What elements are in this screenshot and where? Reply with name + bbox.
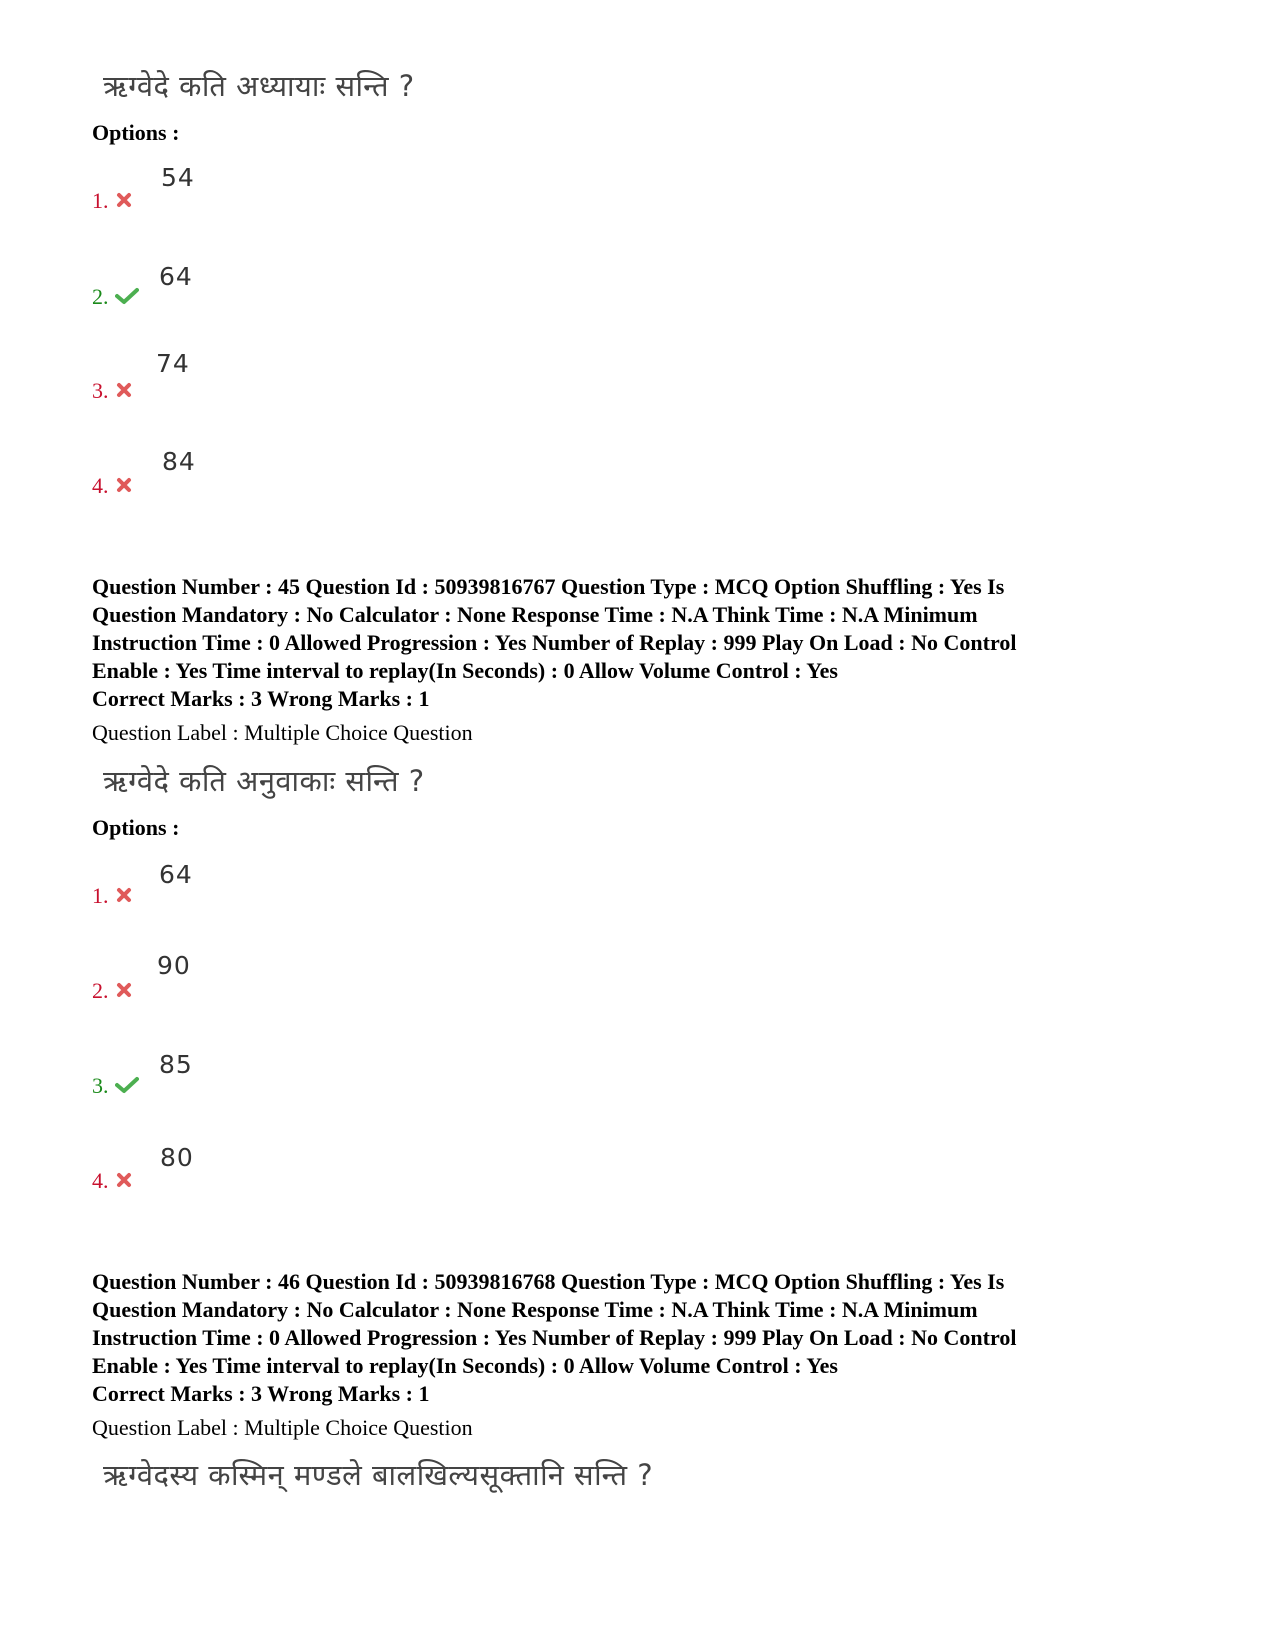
question-label: Question Label : Multiple Choice Question: [92, 720, 473, 745]
meta-line: Instruction Time : 0 Allowed Progression : Yes Number of Replay : 999 Play On Load : No Control: [92, 630, 1017, 655]
option-value: 90: [157, 951, 191, 980]
marks-line: Correct Marks : 3 Wrong Marks : 1: [92, 1381, 430, 1406]
marks-line: Correct Marks : 3 Wrong Marks : 1: [92, 686, 430, 711]
cross-icon: [115, 191, 133, 209]
option-number: 2.: [92, 284, 109, 309]
option-value: 54: [161, 163, 195, 192]
question-text: ऋग्वेदे कति अनुवाकाः सन्ति ?: [103, 764, 425, 798]
meta-line: Question Number : 46 Question Id : 50939816768 Question Type : MCQ Option Shuffling : Yes Is: [92, 1269, 1005, 1294]
option-value: 64: [159, 860, 193, 889]
option-3: [92, 1073, 139, 1099]
meta-line: Enable : Yes Time interval to replay(In Seconds) : 0 Allow Volume Control : Yes: [92, 1353, 838, 1378]
cross-icon: [115, 476, 133, 494]
meta-line: Enable : Yes Time interval to replay(In Seconds) : 0 Allow Volume Control : Yes: [92, 658, 838, 683]
option-4: [92, 1168, 133, 1194]
checkmark-icon: [115, 287, 139, 305]
option-3: [92, 378, 133, 404]
option-number: 1.: [92, 883, 109, 908]
option-number: 1.: [92, 188, 109, 213]
cross-icon: [115, 886, 133, 904]
options-heading: Options :: [92, 815, 180, 840]
cross-icon: [115, 1171, 133, 1189]
option-number: 4.: [92, 473, 109, 498]
option-number: 3.: [92, 378, 109, 403]
cross-icon: [115, 381, 133, 399]
question-text: ऋग्वेदस्य कस्मिन् मण्डले बालखिल्यसूक्तानि सन्ति ?: [103, 1458, 654, 1492]
option-1: [92, 883, 133, 909]
meta-line: Question Number : 45 Question Id : 50939816767 Question Type : MCQ Option Shuffling : Yes Is: [92, 574, 1005, 599]
option-2: [92, 978, 133, 1004]
meta-line: Question Mandatory : No Calculator : None Response Time : N.A Think Time : N.A Minimum: [92, 1297, 978, 1322]
meta-line: Question Mandatory : No Calculator : None Response Time : N.A Think Time : N.A Minimum: [92, 602, 978, 627]
option-value: 64: [159, 262, 193, 291]
option-value: 84: [162, 447, 196, 476]
question-meta: [92, 573, 1202, 685]
checkmark-icon: [115, 1076, 139, 1094]
question-meta: [92, 1268, 1202, 1380]
option-number: 2.: [92, 978, 109, 1003]
meta-line: Instruction Time : 0 Allowed Progression : Yes Number of Replay : 999 Play On Load : No Control: [92, 1325, 1017, 1350]
option-value: 80: [160, 1143, 194, 1172]
question-label: Question Label : Multiple Choice Question: [92, 1415, 473, 1440]
option-number: 4.: [92, 1168, 109, 1193]
option-2: [92, 284, 139, 310]
option-4: [92, 473, 133, 499]
option-number: 3.: [92, 1073, 109, 1098]
option-1: [92, 188, 133, 214]
cross-icon: [115, 981, 133, 999]
option-value: 74: [156, 349, 190, 378]
question-text: ऋग्वेदे कति अध्यायाः सन्ति ?: [103, 69, 415, 103]
option-value: 85: [159, 1050, 193, 1079]
options-heading: Options :: [92, 120, 180, 145]
